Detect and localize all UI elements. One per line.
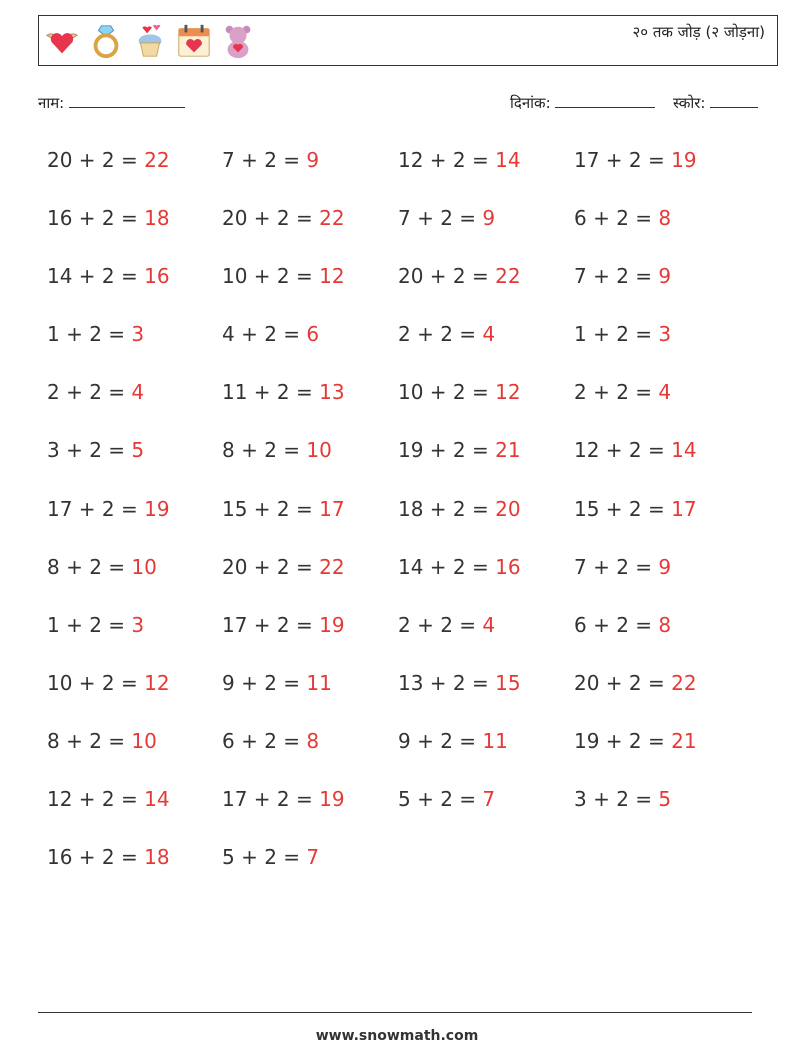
problem-question: 1 + 2 = <box>574 322 659 347</box>
problem-item <box>222 785 398 843</box>
problem-item <box>47 146 222 204</box>
problem-answer: 4 <box>131 380 145 405</box>
problem-item <box>574 785 750 843</box>
problem-item <box>47 378 222 436</box>
problem-question: 17 + 2 = <box>222 612 320 637</box>
problem-question: 14 + 2 = <box>47 264 145 289</box>
problem-item <box>574 262 750 320</box>
problem-item <box>222 727 398 785</box>
problem-question: 7 + 2 = <box>398 206 483 231</box>
problem-answer: 11 <box>482 728 508 753</box>
problem-item <box>47 553 222 611</box>
problem-question: 5 + 2 = <box>398 787 483 812</box>
problem-item <box>574 727 750 785</box>
problem-question: 7 + 2 = <box>574 554 659 579</box>
problem-question: 19 + 2 = <box>574 728 672 753</box>
header-icons <box>43 21 257 61</box>
problem-answer: 4 <box>482 322 496 347</box>
problem-question: 20 + 2 = <box>398 264 496 289</box>
problem-answer: 9 <box>658 264 672 289</box>
problem-question: 16 + 2 = <box>47 845 145 870</box>
date-score-fields <box>510 93 758 113</box>
calendar-heart-icon <box>175 21 213 61</box>
problem-answer: 18 <box>144 206 170 231</box>
problem-item <box>398 436 574 494</box>
problem-item <box>222 436 398 494</box>
problem-answer: 16 <box>495 554 521 579</box>
problem-item <box>47 785 222 843</box>
problem-item <box>222 378 398 436</box>
date-blank[interactable] <box>555 93 655 108</box>
problem-item <box>222 204 398 262</box>
problem-question: 13 + 2 = <box>398 670 496 695</box>
problem-question: 20 + 2 = <box>222 206 320 231</box>
name-field <box>38 93 185 113</box>
problem-answer: 12 <box>495 380 521 405</box>
problem-answer: 14 <box>671 438 697 463</box>
problem-question: 2 + 2 = <box>47 380 132 405</box>
problem-answer: 3 <box>131 322 145 347</box>
problem-item <box>398 785 574 843</box>
problem-question: 8 + 2 = <box>47 728 132 753</box>
problem-question: 11 + 2 = <box>222 380 320 405</box>
problem-item <box>574 553 750 611</box>
problem-item <box>574 204 750 262</box>
problem-answer: 14 <box>144 787 170 812</box>
problem-answer: 4 <box>658 380 672 405</box>
problem-answer: 5 <box>658 787 672 812</box>
problem-item <box>47 611 222 669</box>
problem-question: 9 + 2 = <box>398 728 483 753</box>
worksheet-title: २० तक जोड़ (२ जोड़ना) <box>632 23 765 41</box>
problem-item <box>222 320 398 378</box>
footer-divider <box>38 1012 752 1013</box>
problem-item <box>47 204 222 262</box>
problem-question: 10 + 2 = <box>222 264 320 289</box>
problem-question: 12 + 2 = <box>574 438 672 463</box>
problem-item <box>574 378 750 436</box>
problem-answer: 6 <box>306 322 320 347</box>
problem-item <box>574 320 750 378</box>
problem-answer: 10 <box>131 554 157 579</box>
problem-answer: 19 <box>319 612 345 637</box>
problem-answer: 9 <box>482 206 496 231</box>
problem-answer: 10 <box>306 438 332 463</box>
problem-question: 9 + 2 = <box>222 670 307 695</box>
problem-answer: 15 <box>495 670 521 695</box>
problem-answer: 19 <box>671 148 697 172</box>
problem-question: 5 + 2 = <box>222 845 307 870</box>
problem-question: 10 + 2 = <box>47 670 145 695</box>
problem-question: 18 + 2 = <box>398 496 496 521</box>
cupcake-icon <box>131 21 169 61</box>
problem-answer: 10 <box>131 728 157 753</box>
problem-item <box>398 204 574 262</box>
problem-item <box>398 553 574 611</box>
problem-question: 8 + 2 = <box>222 438 307 463</box>
problem-question: 17 + 2 = <box>47 496 145 521</box>
problem-question: 4 + 2 = <box>222 322 307 347</box>
problem-answer: 17 <box>319 496 345 521</box>
diamond-ring-icon <box>87 21 125 61</box>
problem-answer: 21 <box>671 728 697 753</box>
problem-item <box>47 320 222 378</box>
problem-answer: 4 <box>482 612 496 637</box>
problem-answer: 22 <box>495 264 521 289</box>
problem-item <box>398 727 574 785</box>
problem-item <box>398 378 574 436</box>
problem-item <box>47 727 222 785</box>
problem-answer: 16 <box>144 264 170 289</box>
problem-question: 1 + 2 = <box>47 322 132 347</box>
problem-answer: 12 <box>319 264 345 289</box>
problem-item <box>222 669 398 727</box>
problem-answer: 8 <box>658 206 672 231</box>
problem-item <box>398 495 574 553</box>
problem-question: 1 + 2 = <box>47 612 132 637</box>
problem-answer: 19 <box>319 787 345 812</box>
problem-question: 6 + 2 = <box>574 206 659 231</box>
worksheet-header <box>38 15 778 66</box>
problem-answer: 22 <box>671 670 697 695</box>
problem-item <box>47 669 222 727</box>
problem-answer: 8 <box>658 612 672 637</box>
problem-item <box>47 262 222 320</box>
problem-question: 10 + 2 = <box>398 380 496 405</box>
problem-item <box>574 495 750 553</box>
problem-answer: 11 <box>306 670 332 695</box>
problem-question: 8 + 2 = <box>47 554 132 579</box>
problem-answer: 12 <box>144 670 170 695</box>
problem-question: 17 + 2 = <box>222 787 320 812</box>
problem-question: 15 + 2 = <box>222 496 320 521</box>
problem-question: 12 + 2 = <box>47 787 145 812</box>
problem-question: 2 + 2 = <box>398 322 483 347</box>
problem-answer: 9 <box>306 148 320 172</box>
teddy-bear-icon <box>219 21 257 61</box>
problem-question: 3 + 2 = <box>47 438 132 463</box>
problem-item <box>222 611 398 669</box>
problem-answer: 22 <box>144 148 170 172</box>
problem-answer: 20 <box>495 496 521 521</box>
problem-answer: 18 <box>144 845 170 870</box>
name-blank[interactable] <box>69 93 185 108</box>
problem-question: 20 + 2 = <box>222 554 320 579</box>
problem-question: 3 + 2 = <box>574 787 659 812</box>
footer-site: www.snowmath.com <box>315 1028 479 1044</box>
problem-answer: 3 <box>131 612 145 637</box>
problem-question: 2 + 2 = <box>574 380 659 405</box>
problem-question: 6 + 2 = <box>574 612 659 637</box>
problem-item <box>398 320 574 378</box>
problem-item <box>222 262 398 320</box>
problem-question: 14 + 2 = <box>398 554 496 579</box>
problem-question: 7 + 2 = <box>574 264 659 289</box>
problem-grid <box>47 146 757 901</box>
problem-answer: 7 <box>482 787 496 812</box>
problem-question: 17 + 2 = <box>574 148 672 172</box>
problem-question: 2 + 2 = <box>398 612 483 637</box>
problem-item <box>574 146 750 204</box>
score-label: स्कोर: <box>672 94 706 112</box>
problem-item <box>574 611 750 669</box>
problem-answer: 22 <box>319 206 345 231</box>
problem-answer: 19 <box>144 496 170 521</box>
date-label: दिनांक: <box>510 94 551 112</box>
problem-answer: 3 <box>658 322 672 347</box>
problem-question: 12 + 2 = <box>398 148 496 172</box>
problem-answer: 21 <box>495 438 521 463</box>
problem-answer: 17 <box>671 496 697 521</box>
problem-item <box>222 146 398 204</box>
problem-answer: 5 <box>131 438 145 463</box>
problem-item <box>398 146 574 204</box>
problem-answer: 13 <box>319 380 345 405</box>
problem-answer: 14 <box>495 148 521 172</box>
problem-item <box>47 436 222 494</box>
problem-question: 19 + 2 = <box>398 438 496 463</box>
problem-item <box>398 611 574 669</box>
problem-item <box>398 669 574 727</box>
problem-item <box>398 262 574 320</box>
problem-question: 16 + 2 = <box>47 206 145 231</box>
problem-answer: 8 <box>306 728 320 753</box>
problem-item <box>222 843 398 901</box>
problem-question: 7 + 2 = <box>222 148 307 172</box>
name-label: नाम: <box>38 94 65 112</box>
problem-item <box>47 495 222 553</box>
problem-question: 15 + 2 = <box>574 496 672 521</box>
winged-heart-icon <box>43 21 81 61</box>
problem-item <box>574 669 750 727</box>
problem-answer: 22 <box>319 554 345 579</box>
problem-question: 20 + 2 = <box>47 148 145 172</box>
problem-item <box>574 436 750 494</box>
problem-answer: 9 <box>658 554 672 579</box>
problem-question: 20 + 2 = <box>574 670 672 695</box>
problem-item <box>47 843 222 901</box>
problem-item <box>222 495 398 553</box>
problem-question: 6 + 2 = <box>222 728 307 753</box>
score-blank[interactable] <box>710 93 758 108</box>
problem-answer: 7 <box>306 845 320 870</box>
problem-item <box>222 553 398 611</box>
